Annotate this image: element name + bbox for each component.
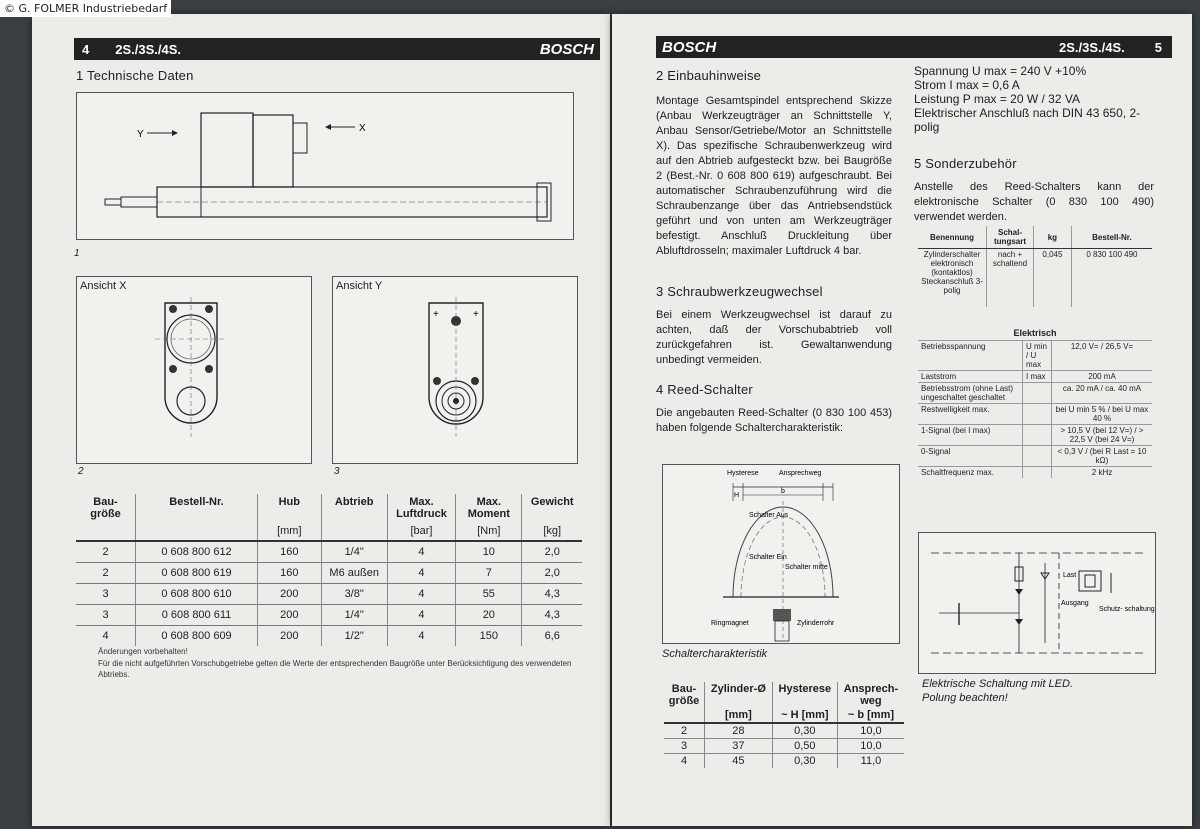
cell: 55 — [456, 584, 522, 605]
spec-line: Spannung U max = 240 V +10% — [914, 64, 1087, 78]
cell: 0 608 800 609 — [136, 626, 258, 647]
table-row — [918, 249, 1152, 308]
cell: 11,0 — [837, 754, 904, 769]
cell: 4 — [387, 605, 455, 626]
cell: 0-Signal — [918, 446, 1023, 467]
cell — [1023, 425, 1052, 446]
label-schutzschaltung: Schutz- schaltung — [1099, 606, 1155, 613]
cell: 1-Signal (bei I max) — [918, 425, 1023, 446]
cell: 1/4" — [321, 605, 387, 626]
view-y-label: Ansicht Y — [336, 280, 383, 292]
table-row — [918, 371, 1152, 383]
col-header: kg — [1034, 226, 1072, 249]
table-row — [918, 404, 1152, 425]
cell: 1/2" — [321, 626, 387, 647]
table-row — [664, 754, 904, 769]
unit-cell: [bar] — [387, 522, 455, 541]
unit-cell — [136, 522, 258, 541]
col-header: Bau- größe — [664, 682, 705, 708]
switch-diagram — [662, 464, 900, 644]
cell: ca. 20 mA / ca. 40 mA — [1052, 383, 1153, 404]
cell: Schaltfrequenz max. — [918, 467, 1023, 479]
table-row — [664, 739, 904, 754]
unit-cell: [kg] — [543, 525, 562, 537]
label-schalter-mitte: Schalter mitte — [785, 564, 828, 571]
cell: 0,30 — [772, 754, 837, 769]
table-row — [918, 425, 1152, 446]
unit-cell: [mm] — [705, 708, 773, 723]
unit-cell: ~ H [mm] — [772, 708, 837, 723]
table-row — [76, 605, 582, 626]
cell: 6,6 — [522, 626, 582, 647]
cell: 3/8" — [321, 584, 387, 605]
col-header: Gewicht — [530, 496, 574, 508]
fig2-number: 2 — [78, 466, 84, 477]
cell: 4 — [664, 754, 705, 769]
cell: 2 — [76, 541, 136, 563]
figure-view-x — [76, 276, 312, 464]
cell: 0 608 800 610 — [136, 584, 258, 605]
cell: 10 — [456, 541, 522, 563]
cell: 160 — [257, 541, 321, 563]
cell: Laststrom — [918, 371, 1023, 383]
table-row — [918, 467, 1152, 479]
spec-line: Leistung P max = 20 W / 32 VA — [914, 92, 1080, 106]
cell: Restwelligkeit max. — [918, 404, 1023, 425]
cell: 0 608 800 612 — [136, 541, 258, 563]
cell — [1023, 404, 1052, 425]
spec-line: Strom I max = 0,6 A — [914, 78, 1020, 92]
cell: 2,0 — [522, 541, 582, 563]
left-header-bar — [74, 38, 600, 60]
spec-line: Elektrischer Anschluß nach DIN 43 650, 2-polig — [914, 106, 1141, 134]
figure-view-y — [332, 276, 578, 464]
section-text: Montage Gesamtspindel entsprechend Skizze (Anbau Werkzeugträger an Schnittstelle Y, Anbau Sensor/Getriebe/Motor an Schnittstelle X). Das spezifische Schraubenwerkzeug wird auf den Abtrieb aufgesteckt bzw. bei Baugröße 2 (Best.-Nr. 0 608 800 619) aufgeschraubt. Bei automatischer Schraubenzuführung wird die Schraubenzange über das Antriebsendstück geführt und von unten am Werkzeugträger befestigt. Anschluß Druckleitung über Abluftdrosseln; maximaler Luftdruck 4 bar. — [656, 95, 892, 257]
cell: 2 — [76, 563, 136, 584]
section-text: Die angebauten Reed-Schalter (0 830 100 453) haben folgende Schaltercharakteristik: — [656, 407, 892, 434]
cell: 2,0 — [522, 563, 582, 584]
cell: 20 — [456, 605, 522, 626]
cell: 28 — [705, 723, 773, 739]
cell: 4 — [76, 626, 136, 647]
cell: 4,3 — [522, 584, 582, 605]
table-row — [76, 626, 582, 647]
fig1-number: 1 — [74, 248, 80, 259]
actuator-drawing — [77, 93, 573, 239]
label-x: X — [359, 123, 366, 134]
electrical-table — [918, 340, 1152, 478]
cell: 0 608 800 619 — [136, 563, 258, 584]
cell — [1023, 467, 1052, 479]
cell: 4 — [387, 626, 455, 647]
header-models: 2S./3S./4S. — [1059, 39, 1125, 55]
cell: 160 — [257, 563, 321, 584]
table-header-row — [664, 682, 904, 708]
cell: M6 außen — [321, 563, 387, 584]
table-row — [664, 723, 904, 739]
cell: < 0,3 V / (bei R Last = 10 kΩ) — [1052, 446, 1153, 467]
unit-cell: ~ b [mm] — [847, 709, 895, 721]
table-row — [76, 563, 582, 584]
cell: 12,0 V= / 26,5 V= — [1052, 341, 1153, 371]
col-header: Bestell-Nr. — [1071, 226, 1152, 249]
col-header: Abtrieb — [321, 494, 387, 522]
col-header: Max. Luftdruck — [387, 494, 455, 522]
table-row — [918, 383, 1152, 404]
cell: 4,3 — [522, 605, 582, 626]
cell: 3 — [76, 605, 136, 626]
left-page — [32, 14, 610, 826]
table-row — [918, 341, 1152, 371]
label-schalter-aus: Schalter Aus — [749, 512, 789, 519]
col-header: Max. Moment — [456, 494, 522, 522]
label-ansprechweg: Ansprechweg — [779, 470, 822, 477]
cell: 4 — [387, 541, 455, 563]
section-title: 3 Schraubwerkzeugwechsel — [656, 284, 823, 299]
unit-cell — [664, 708, 705, 723]
table-unit-row — [664, 708, 904, 723]
cell: 0,045 — [1034, 249, 1072, 308]
label-y: Y — [137, 129, 144, 140]
section-title: 5 Sonderzubehör — [914, 156, 1017, 171]
unit-cell: [Nm] — [456, 522, 522, 541]
cell: 0 608 800 611 — [136, 605, 258, 626]
table-header-row — [918, 226, 1152, 249]
bosch-logo: BOSCH — [539, 40, 594, 58]
col-header: Bestell-Nr. — [136, 494, 258, 522]
unit-cell: [mm] — [257, 522, 321, 541]
cell: 3 — [664, 739, 705, 754]
cell: 45 — [705, 754, 773, 769]
label-b: b — [781, 488, 785, 495]
view-y-drawing — [333, 277, 577, 463]
col-header: Schal- tungsart — [987, 226, 1034, 249]
cell: 2 kHz — [1052, 467, 1153, 479]
view-x-drawing — [77, 277, 311, 463]
col-header: Bau- größe — [76, 494, 136, 522]
cell: bei U min 5 % / bei U max 40 % — [1052, 404, 1153, 425]
footnote-changes: Änderungen vorbehalten! — [98, 647, 188, 656]
cell: 200 — [257, 626, 321, 647]
label-ausgang: Ausgang — [1061, 600, 1089, 607]
elektrisch-title: Elektrisch — [1013, 328, 1057, 338]
table-row — [76, 541, 582, 563]
cell: Betriebsstrom (ohne Last) ungeschaltet geschaltet — [918, 383, 1023, 404]
cell: 0,30 — [772, 723, 837, 739]
switch-diagram-svg — [663, 465, 899, 643]
header-models: 2S./3S./4S. — [115, 41, 181, 57]
accessory-table — [918, 226, 1152, 307]
col-header: Hub — [257, 494, 321, 522]
cell: 4 — [387, 563, 455, 584]
circuit-caption: Elektrische Schaltung mit LED. — [922, 678, 1074, 690]
cell: Betriebsspannung — [918, 341, 1023, 371]
fig3-number: 3 — [334, 466, 340, 477]
cell: 0,50 — [772, 739, 837, 754]
diagram-caption: Schaltercharakteristik — [662, 648, 768, 660]
cell: 200 mA — [1052, 371, 1153, 383]
col-header: Zylinder-Ø — [705, 682, 773, 708]
svg-text:+: + — [433, 309, 439, 320]
cell: 0 830 100 490 — [1086, 250, 1138, 259]
col-header: Ansprech- weg — [843, 683, 899, 707]
cell: U min / U max — [1023, 341, 1052, 371]
cell: 7 — [456, 563, 522, 584]
cell — [1023, 446, 1052, 467]
cell: 2 — [664, 723, 705, 739]
figure-1-actuator — [76, 92, 574, 240]
cell: 200 — [257, 605, 321, 626]
section-text: Anstelle des Reed-Schalters kann der elektronische Schalter (0 830 100 490) verwendet werden. — [914, 181, 1154, 223]
reed-switch-table — [664, 682, 904, 768]
bosch-logo: BOSCH — [662, 38, 717, 56]
unit-cell — [76, 522, 136, 541]
cell: 150 — [456, 626, 522, 647]
right-page — [612, 14, 1192, 826]
label-hysterese: Hysterese — [727, 470, 759, 477]
table-header-row — [76, 494, 582, 522]
cell: 37 — [705, 739, 773, 754]
cell: Zylinderschalter elektronisch (kontaktlos) Steckanschluß 3-polig — [918, 249, 987, 308]
cell: > 10,5 V (bei 12 V=) / > 22,5 V (bei 24 V=) — [1052, 425, 1153, 446]
table-row — [918, 446, 1152, 467]
circuit-diagram — [918, 532, 1156, 674]
cell: 3 — [76, 584, 136, 605]
section-title: 4 Reed-Schalter — [656, 382, 753, 397]
cell: I max — [1023, 371, 1052, 383]
page-number: 5 — [1154, 39, 1162, 55]
label-schalter-ein: Schalter Ein — [749, 554, 787, 561]
cell: 200 — [257, 584, 321, 605]
tech-data-table — [76, 494, 582, 646]
label-h: H — [734, 492, 740, 499]
table-unit-row — [76, 522, 582, 541]
cell: nach + schaltend — [987, 249, 1034, 308]
circuit-caption-warning: Polung beachten! — [922, 692, 1008, 704]
table-row — [76, 584, 582, 605]
circuit-svg — [919, 533, 1155, 673]
label-last: Last — [1063, 572, 1077, 579]
section-title: 2 Einbauhinweise — [656, 68, 762, 83]
cell — [1023, 383, 1052, 404]
svg-text:+: + — [473, 309, 479, 320]
col-header: Benennung — [918, 226, 987, 249]
footnote-info: Für die nicht aufgeführten Vorschubgetriebe gelten die Werte der entsprechenden Baugröße unter Berücksichtigung des verwendeten Abtriebs. — [98, 659, 572, 679]
col-header: Hysterese — [772, 682, 837, 708]
cell: 4 — [387, 584, 455, 605]
section-text: Bei einem Werkzeugwechsel ist darauf zu achten, daß der Vorschubabtrieb voll zurückgefahren ist. Gewaltanwendung unbedingt vermeiden. — [656, 309, 892, 366]
unit-cell — [321, 522, 387, 541]
cell: 1/4" — [321, 541, 387, 563]
watermark: © G. FOLMER Industriebedarf — [0, 0, 171, 17]
right-header-bar — [656, 36, 1172, 58]
view-x-label: Ansicht X — [80, 280, 127, 292]
section-title: 1 Technische Daten — [76, 68, 194, 83]
page-number: 4 — [82, 41, 90, 57]
label-zylinderrohr: Zylinderrohr — [797, 620, 835, 627]
cell: 10,0 — [837, 723, 904, 739]
cell: 10,0 — [837, 739, 904, 754]
label-ringmagnet: Ringmagnet — [711, 620, 749, 627]
